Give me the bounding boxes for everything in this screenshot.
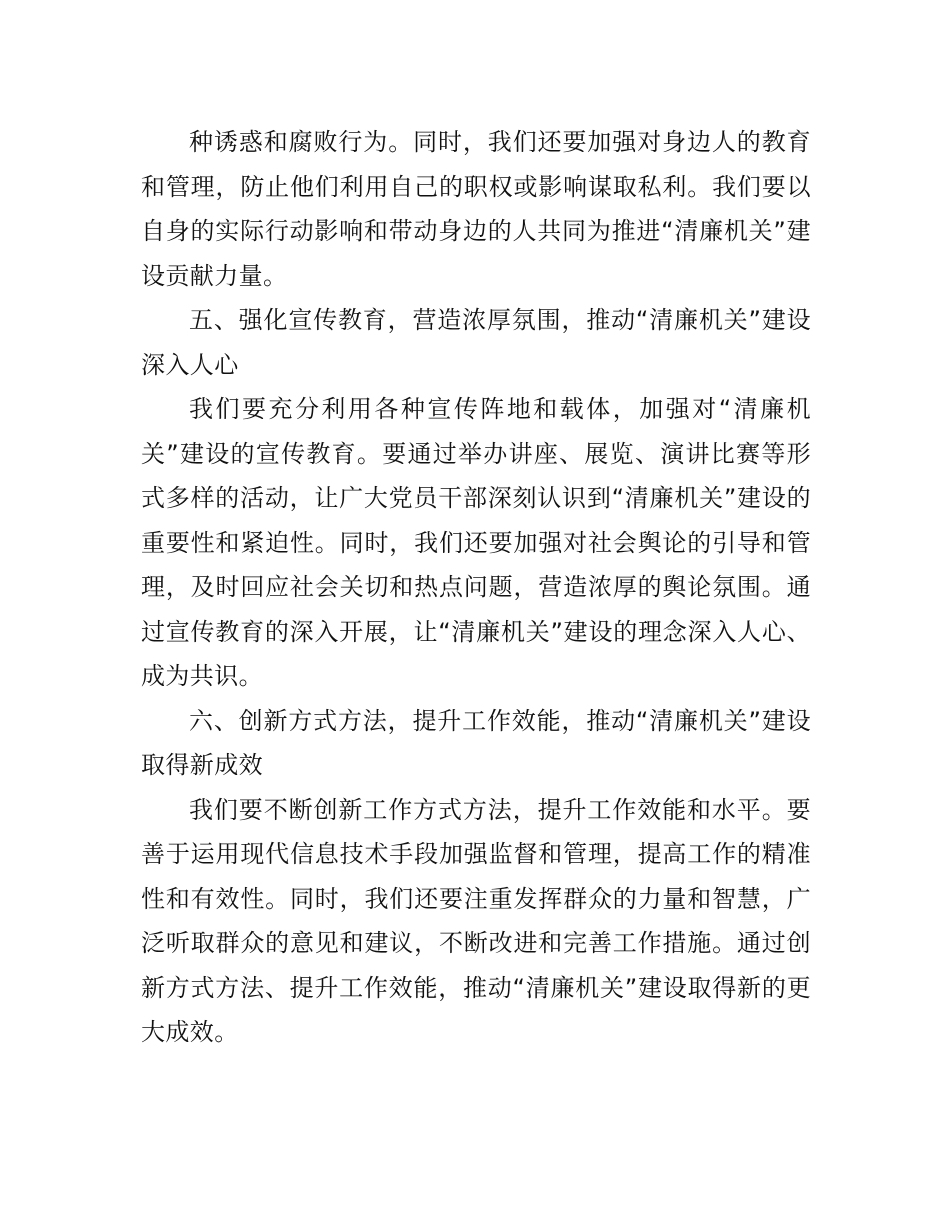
section-heading-6: 六、创新方式方法，提升工作效能，推动“清廉机关”建设取得新成效 [141, 706, 811, 779]
paragraph-2: 我们要充分利用各种宣传阵地和载体，加强对“清廉机关”建设的宣传教育。要通过举办讲座、展览、演讲比赛等形式多样的活动，让广大党员干部深刻认识到“清廉机关”建设的重要性和紧迫性。同时，我们还要加强对社会舆论的引导和管理，及时回应社会关切和热点问题，营造浓厚的舆论氛围。通过宣传教育的深入开展，让“清廉机关”建设的理念深入人心、成为共识。 [141, 395, 811, 690]
paragraph-3: 我们要不断创新工作方式方法，提升工作效能和水平。要善于运用现代信息技术手段加强监督和管理，提高工作的精准性和有效性。同时，我们还要注重发挥群众的力量和智慧，广泛听取群众的意见和建议，不断改进和完善工作措施。通过创新方式方法、提升工作效能，推动“清廉机关”建设取得新的更大成效。 [141, 795, 811, 1046]
section-heading-5: 五、强化宣传教育，营造浓厚氛围，推动“清廉机关”建设深入人心 [141, 306, 811, 379]
paragraph-1: 种诱惑和腐败行为。同时，我们还要加强对身边人的教育和管理，防止他们利用自己的职权或影响谋取私利。我们要以自身的实际行动影响和带动身边的人共同为推进“清廉机关”建设贡献力量。 [141, 128, 811, 290]
document-body [141, 120, 811, 1055]
